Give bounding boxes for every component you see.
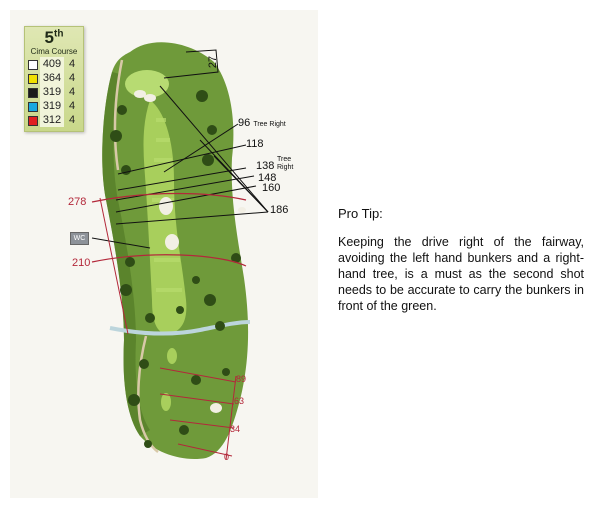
red-distance-63: 63 [234, 396, 245, 406]
distance-138-note-2: Right [277, 164, 294, 171]
tee-yards: 364 [40, 71, 64, 85]
tee-yards: 319 [40, 85, 64, 99]
fairway-bunker-right [238, 207, 246, 213]
tee-color-blue [28, 102, 38, 112]
tee-row-yellow [28, 71, 81, 85]
tee-par: 4 [69, 72, 76, 84]
tee-row-white [28, 57, 81, 71]
distance-118: 118 [246, 138, 264, 150]
distance-27: 27 [207, 55, 220, 69]
distance-160: 160 [262, 182, 281, 194]
tee-par: 4 [69, 86, 76, 98]
scorecard [24, 26, 84, 132]
fairway-bunker-2 [165, 234, 179, 250]
distance-138-note-1: Tree [277, 156, 292, 163]
tee-bunker [210, 403, 222, 413]
distance-186: 186 [270, 204, 289, 216]
red-distance-34: 34 [230, 424, 241, 434]
fairway-bunker-1 [159, 197, 173, 215]
tee-yards: 312 [40, 113, 64, 127]
red-distance-0: 0 [224, 452, 230, 462]
pro-tip-body: Keeping the drive right of the fairway, avoiding the left hand bunkers and a right-hand tree, is a must as the second shot needs to be accurate to carry the bunkers in front of the green. [338, 235, 584, 313]
green-bunker-1 [134, 90, 146, 98]
tee-par: 4 [69, 100, 76, 112]
tee-yards: 319 [40, 99, 64, 113]
distance-138: 138 [256, 160, 275, 172]
tee-row-blue [28, 99, 81, 113]
distance-148: 148 [258, 172, 277, 184]
tee-par: 4 [69, 58, 76, 70]
red-distance-278: 278 [68, 196, 87, 208]
pro-tip-title: Pro Tip: [338, 206, 383, 221]
red-distance-89: 89 [236, 374, 247, 384]
green-bunker-2 [144, 94, 156, 102]
red-distance-210: 210 [72, 257, 91, 269]
tee-color-yellow [28, 74, 38, 84]
wc-badge: WC [70, 232, 89, 245]
course-name: Cima Course [30, 47, 78, 56]
tee-color-black [28, 88, 38, 98]
hole-number: 5th [44, 28, 64, 47]
distance-96: 96 Tree Right [238, 117, 286, 129]
tee-par: 4 [69, 114, 76, 126]
tee-yards: 409 [40, 57, 64, 71]
tee-row-red [28, 113, 81, 127]
tee-box-1 [167, 348, 177, 364]
putting-green [125, 70, 169, 98]
tee-color-white [28, 60, 38, 70]
tee-color-red [28, 116, 38, 126]
tee-row-black [28, 85, 81, 99]
